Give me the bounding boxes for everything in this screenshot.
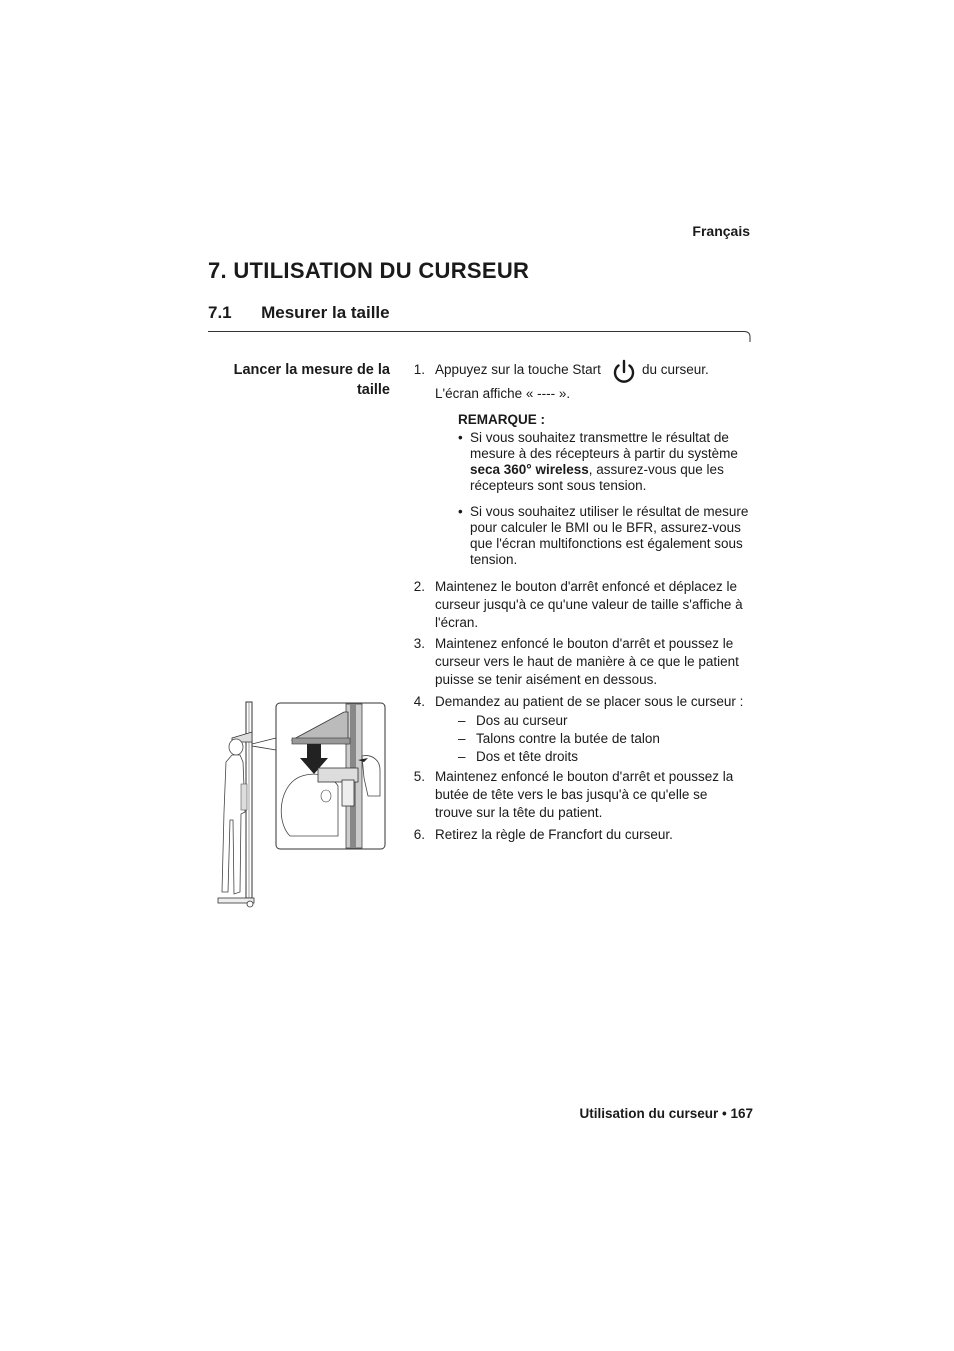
step-1-text-after: du curseur. xyxy=(642,362,709,377)
language-label: Français xyxy=(692,223,750,239)
section-rule xyxy=(208,330,754,344)
note-bullet-2: Si vous souhaitez utiliser le résultat de mesure pour calculer le BMI ou le BFR, assurez-vous que l'écran multifonctions est également sous tension. xyxy=(470,504,749,567)
step-4-dash-2: – xyxy=(458,731,466,746)
step-2-text: Maintenez le bouton d'arrêt enfoncé et déplacez le curseur jusqu'à ce qu'une valeur de taille s'affiche à l'écran. xyxy=(435,579,743,630)
step-5-text: Maintenez enfoncé le bouton d'arrêt et poussez la butée de tête vers le bas jusqu'à ce qu'elle se trouve sur la tête du patient. xyxy=(435,769,734,820)
note-bullet-dot-2: • xyxy=(458,504,463,519)
stadiometer-illustration xyxy=(212,700,390,912)
chapter-title: 7. UTILISATION DU CURSEUR xyxy=(208,258,530,283)
step-4-item-2: Talons contre la butée de talon xyxy=(476,731,660,746)
step-4-text: Demandez au patient de se placer sous le curseur : xyxy=(435,694,744,709)
step-1-number: 1. xyxy=(413,362,425,377)
step-4-item-3: Dos et tête droits xyxy=(476,749,579,764)
step-3-text: Maintenez enfoncé le bouton d'arrêt et poussez le curseur vers le haut de manière à ce que le patient puisse se tenir aisément en dessous. xyxy=(435,636,739,687)
step-1-sub: L'écran affiche « ---- ». xyxy=(435,386,571,401)
note-title: REMARQUE : xyxy=(458,412,545,427)
step-4-item-1: Dos au curseur xyxy=(476,713,568,728)
step-3-number: 3. xyxy=(413,636,425,651)
step-5-number: 5. xyxy=(413,769,425,784)
power-icon xyxy=(612,359,636,385)
section-title xyxy=(208,303,390,323)
sidebar-heading: Lancer la mesure de la taille xyxy=(233,362,390,398)
section-title-text: Mesurer la taille xyxy=(261,303,390,322)
note-bullet-dot: • xyxy=(458,430,463,445)
step-1-text: Appuyez sur la touche Start xyxy=(435,362,601,377)
note-bullet-1: Si vous souhaitez transmettre le résultat de mesure à des récepteurs à partir du système seca 360° wireless, assurez-vous que les récepteurs sont sous tension. xyxy=(470,430,738,493)
step-6-number: 6. xyxy=(413,827,425,842)
step-4-number: 4. xyxy=(413,694,425,709)
page-footer: Utilisation du curseur • 167 xyxy=(579,1106,753,1121)
step-4-dash-1: – xyxy=(458,713,466,728)
section-number: 7.1 xyxy=(208,303,232,322)
step-4-dash-3: – xyxy=(458,749,466,764)
step-6-text: Retirez la règle de Francfort du curseur. xyxy=(435,827,673,842)
step-2-number: 2. xyxy=(413,579,425,594)
